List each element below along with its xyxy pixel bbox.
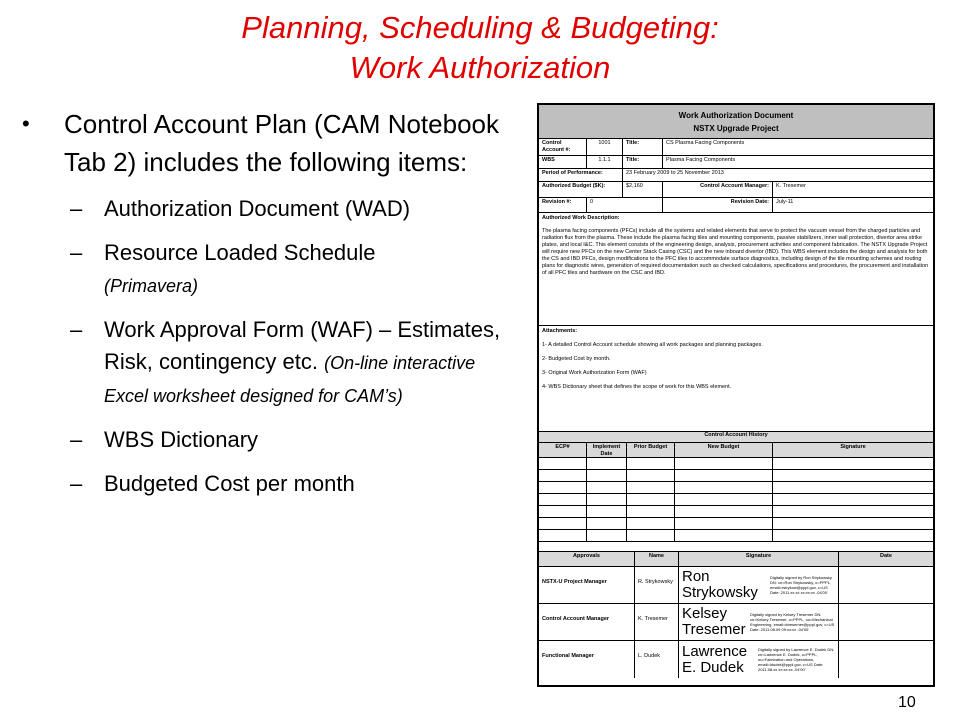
- history-row: [539, 458, 933, 470]
- sub-bullet-waf: [22, 314, 522, 412]
- main-bullet-text: Control Account Plan (CAM Notebook Tab 2) includes the following items:: [64, 109, 499, 177]
- approval-role: Control Account Manager: [539, 604, 635, 640]
- label-work-description: Authorized Work Description:: [542, 215, 620, 221]
- sub-bullet-cost: [22, 468, 522, 500]
- approval-role: Functional Manager: [539, 641, 635, 678]
- label-period: Period of Performance:: [539, 169, 623, 181]
- label-revision: Revision #:: [539, 198, 587, 212]
- dash-marker: –: [70, 471, 83, 496]
- dash-marker: –: [70, 317, 83, 342]
- sub-bullet-text: Resource Loaded Schedule: [104, 240, 376, 265]
- dash-marker: –: [70, 240, 83, 265]
- approvals-col-name: Name: [635, 552, 679, 566]
- digital-signature-note: Digitally signed by Lawrence E. Dudek DN: cn=Lawrence E. Dudek, o=PPPL, ou=Fabrication and Operations, email=ldudek@pppl.gov, c=US Date: 2011.08.xx xx:xx:xx -04'00': [758, 647, 835, 672]
- attachment-item: 1- A detailed Control Account schedule showing all work packages and planning packages.: [542, 342, 763, 348]
- value-wbs: 1.1.1: [587, 156, 623, 168]
- sub-bullet-list: [22, 193, 522, 500]
- slide-title-line2: Work Authorization: [349, 50, 611, 85]
- history-col-new-budget: New Budget: [675, 443, 773, 457]
- approval-row-project-manager: [539, 567, 933, 604]
- label-title: Title:: [623, 139, 663, 155]
- doc-header: [539, 105, 933, 139]
- value-cam: K. Tresemer: [776, 183, 806, 189]
- sub-bullet-text: Authorization Document (WAD): [104, 196, 411, 221]
- approval-date: [839, 604, 933, 640]
- approval-role: NSTX-U Project Manager: [539, 567, 635, 603]
- label-control-account: Control Account #:: [539, 139, 587, 155]
- main-bullet: [22, 105, 522, 181]
- approvals-col-signature: Signature: [679, 552, 839, 566]
- attachment-item: 2- Budgeted Cost by month.: [542, 356, 611, 362]
- doc-row-revision: [539, 198, 933, 213]
- approval-signature: [679, 604, 839, 640]
- slide-title: [0, 8, 960, 88]
- sub-bullet-note: (On-line interactive Excel worksheet designed for CAM’s): [104, 353, 476, 406]
- approval-name: L. Dudek: [635, 641, 679, 678]
- approval-row-control-account-manager: [539, 604, 933, 641]
- label-wbs: WBS: [539, 156, 587, 168]
- history-col-ecp: ECP#: [539, 443, 587, 457]
- value-title: CS Plasma Facing Components: [666, 140, 745, 146]
- label-budget: Authorized Budget ($K):: [539, 182, 623, 197]
- sub-bullet-text: WBS Dictionary: [104, 427, 259, 452]
- slide-title-line1: Planning, Scheduling & Budgeting:: [241, 10, 719, 45]
- approval-date: [839, 567, 933, 603]
- doc-row-wbs: [539, 156, 933, 169]
- value-wbs-title: Plasma Facing Components: [666, 157, 736, 163]
- work-description-text: The plasma facing components (PFCs) include all the systems and related elements that serve to protect the vacuum vessel from the charged particles and radiation flux from the plasma. These include the plasma facing tiles and mounting components, passive stabilizers, inner wall protection, divertor area strike plates, and local I&C. This element consists of the engineering design, analysis, procurement activities and component fabrication. The NSTX Upgrade Project will require new PFCs on the new Center Stack Casing (CSC) and the new inboard divertor (IBD). This WBS element includes the design and analysis for both the CS and IBD PFCs, design modifications to the PFC tiles to accommodate surface diagnostics, including design of the tile mounting schemes and routing plans for diagnostic wires, generation of required documentation such as checked calculations, specifications and procedures, the procurement and installation of all PFC tiles and hardware on the CSC and IBD.: [542, 228, 929, 276]
- digital-signature-note: Digitally signed by Ron Strykowsky DN: cn=Ron Strykowsky, o=PPPL, email=rstrykow@pppl.gov, c=US Date: 2011.xx.xx xx:xx:xx -04'00': [770, 575, 833, 595]
- digital-signature-note: Digitally signed by Kelsey Tresemer DN: cn=Kelsey Tresemer, o=PPPL, ou=Mechanical Engineering, email=ktresemer@pppl.gov, c=US Date: 2011.08.09 09:xx:xx -04'00': [750, 612, 835, 632]
- label-revision-date: Revision Date:: [663, 198, 773, 212]
- value-revision-date: July-11: [776, 199, 794, 205]
- sub-bullet-wad: [22, 193, 522, 225]
- history-col-implement-date: Implement Date: [587, 443, 627, 457]
- history-row: [539, 482, 933, 494]
- dash-marker: –: [70, 427, 83, 452]
- doc-header-project: NSTX Upgrade Project: [693, 124, 779, 133]
- signature-name: Kelsey Tresemer: [682, 605, 746, 638]
- label-title: Title:: [623, 156, 663, 168]
- sub-bullet-note: (Primavera): [104, 276, 199, 296]
- bullet-list: [22, 105, 522, 512]
- attachment-item: 3- Original Work Authorization Form (WAF): [542, 370, 647, 376]
- approval-name: R. Strykowsky: [635, 567, 679, 603]
- approvals-col-approvals: Approvals: [539, 552, 635, 566]
- value-period: 23 February 2009 to 25 November 2013: [626, 170, 724, 176]
- doc-row-period: [539, 169, 933, 182]
- history-row: [539, 494, 933, 506]
- sub-bullet-schedule: [22, 237, 522, 302]
- label-cam: Control Account Manager:: [663, 182, 773, 197]
- history-header-row: [539, 443, 933, 458]
- signature-name: Ron Strykowsky: [682, 568, 758, 601]
- sub-bullet-text: Work Approval Form (WAF) – Estimates, Risk, contingency etc.: [104, 317, 501, 374]
- page-number: 10: [898, 694, 916, 711]
- history-col-prior-budget: Prior Budget: [627, 443, 675, 457]
- history-row: [539, 470, 933, 482]
- attachments-section: [539, 326, 933, 432]
- dash-marker: –: [70, 196, 83, 221]
- work-description-section: [539, 213, 933, 326]
- approvals-header-row: [539, 552, 933, 567]
- approval-row-functional-manager: [539, 641, 933, 678]
- bullet-dot: •: [22, 111, 30, 136]
- doc-header-title: Work Authorization Document: [678, 111, 794, 120]
- label-attachments: Attachments:: [542, 328, 578, 334]
- history-row: [539, 530, 933, 542]
- approval-signature: [679, 641, 839, 678]
- doc-row-control-account: [539, 139, 933, 156]
- approval-name: K. Tresemer: [635, 604, 679, 640]
- value-revision: 0: [587, 198, 663, 212]
- history-row: [539, 518, 933, 530]
- sub-bullet-wbs: [22, 424, 522, 456]
- sub-bullet-text: Budgeted Cost per month: [104, 471, 355, 496]
- signature-name: Lawrence E. Dudek: [682, 642, 748, 676]
- approval-signature: [679, 567, 839, 603]
- approvals-col-date: Date: [880, 553, 892, 559]
- spacer-row: [539, 542, 933, 552]
- history-row: [539, 506, 933, 518]
- approval-date: [839, 641, 933, 678]
- value-budget: $2,160: [623, 182, 663, 197]
- attachment-item: 4- WBS Dictionary sheet that defines the scope of work for this WBS element.: [542, 384, 732, 390]
- work-authorization-document: [537, 103, 935, 687]
- doc-row-budget: [539, 182, 933, 198]
- history-title: Control Account History: [539, 432, 933, 443]
- value-control-account: 1001: [587, 139, 623, 155]
- history-col-signature: Signature: [840, 444, 866, 450]
